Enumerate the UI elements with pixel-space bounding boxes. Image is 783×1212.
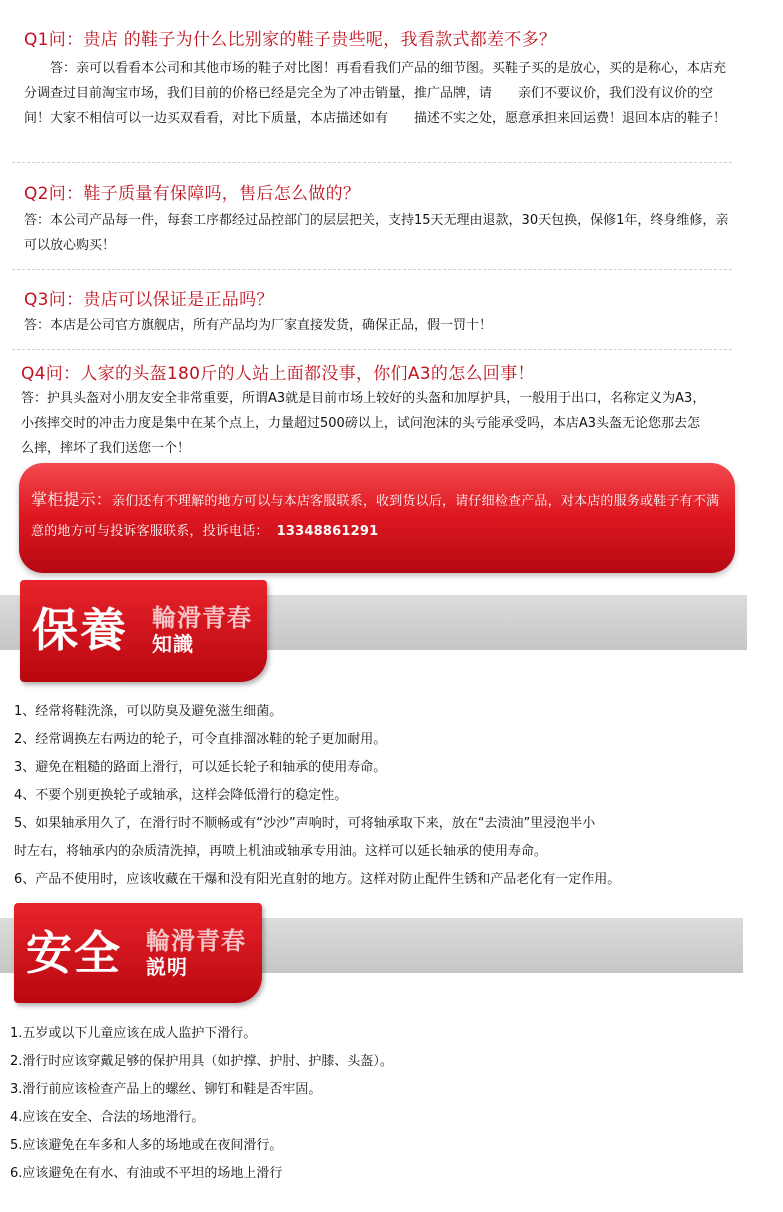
faq-answer-3: 答：本店是公司官方旗舰店，所有产品均为厂家直接发货，确保正品，假一罚十！ [24, 318, 493, 333]
list-item: 6、产品不使用时，应该收藏在干爆和没有阳光直射的地方。这样对防止配件生锈和产品老化有一定作用。 [14, 872, 621, 887]
list-item: 2、经常调换左右两边的轮子，可令直排溜冰鞋的轮子更加耐用。 [14, 732, 387, 747]
divider [12, 269, 732, 270]
faq-answer-4: 答：护具头盔对小朋友安全非常重要，所谓A3就是目前市场上较好的头盔和加厚护具，一般用于出口，名称定义为A3，小孩摔交时的冲击力度是集中在某个点上，力量超过500磅以上，试问泡沫的头亏能承受吗，本店A3头盔无论您那去怎么摔，摔坏了我们送您一个！ [21, 391, 706, 456]
safety-title-main: 安全 [26, 926, 122, 980]
list-item: 3、避免在粗糙的路面上滑行，可以延长轮子和轴承的使用寿命。 [14, 760, 387, 775]
faq-answer-2: 答：本公司产品每一件，每套工序都经过品控部门的层层把关，支持15天无理由退款，30天包换，保修1年，终身维修，亲可以放心购买！ [24, 213, 729, 253]
list-item: 5、如果轴承用久了，在滑行时不顺畅或有“沙沙”声响时，可将轴承取下来，放在“去渍油”里浸泡半小 [14, 816, 596, 831]
list-item: 2.滑行时应该穿戴足够的保护用具（如护撑、护肘、护膝、头盔）。 [10, 1054, 393, 1069]
shopkeeper-notice-banner [19, 463, 735, 573]
care-title-sub1: 輪滑青春 [152, 604, 252, 632]
safety-list [10, 1020, 750, 1188]
notice-label: 掌柜提示： [31, 490, 113, 509]
list-item: 5.应该避免在车多和人多的场地或在夜间滑行。 [10, 1138, 283, 1153]
faq-question-2: Q2问：鞋子质量有保障吗，售后怎么做的？ [24, 184, 361, 204]
list-item: 4.应该在安全、合法的场地滑行。 [10, 1110, 205, 1125]
list-item: 3.滑行前应该检查产品上的螺丝、铆钉和鞋是否牢固。 [10, 1082, 322, 1097]
notice-body: 亲们还有不理解的地方可以与本店客服联系，收到货以后，请仔细检查产品，对本店的服务或鞋子有不满意的地方可与投诉客服联系，投诉电话： [31, 494, 720, 539]
faq-answer-1: 答：亲可以看看本公司和其他市场的鞋子对比图！再看看我们产品的细节图。买鞋子买的是放心，买的是称心，本店充分调查过目前淘宝市场，我们目前的价格已经是完全为了冲击销量，推广品牌，请 亲们不要议价，我们没有议价的空间！大家不相信可以一边买双看看，对比下质量，本店描述如有 描述不实之处，愿意承担来回运费！退回本店的鞋子！ [24, 61, 727, 126]
list-item: 4、不要个别更换轮子或轴承，这样会降低滑行的稳定性。 [14, 788, 348, 803]
safety-title-sub1: 輪滑青春 [146, 927, 246, 955]
complaint-phone: 13348861291 [276, 524, 379, 539]
faq-question-3: Q3问：贵店可以保证是正品吗？ [24, 290, 274, 310]
care-list [14, 698, 754, 894]
list-item: 时左右，将轴承内的杂质清洗掉，再喷上机油或轴承专用油。这样可以延长轴承的使用寿命。 [14, 844, 548, 859]
faq-question-4: Q4问：人家的头盔180斤的人站上面都没事，你们A3的怎么回事！ [21, 364, 535, 384]
list-item: 6.应该避免在有水、有油或不平坦的场地上滑行 [10, 1166, 283, 1181]
faq-question-1: Q1问：贵店 的鞋子为什么比别家的鞋子贵些呢，我看款式都差不多？ [24, 30, 557, 50]
care-title-main: 保養 [32, 603, 128, 657]
list-item: 1、经常将鞋洗涤，可以防臭及避免滋生细菌。 [14, 704, 283, 719]
divider [12, 162, 732, 163]
notice-text-block [31, 485, 721, 547]
safety-header-badge [14, 903, 262, 1003]
safety-title-sub2: 説明 [146, 955, 188, 979]
divider [12, 349, 732, 350]
care-title-sub2: 知識 [152, 632, 194, 656]
care-header-badge [20, 580, 267, 682]
list-item: 1.五岁或以下儿童应该在成人监护下滑行。 [10, 1026, 257, 1041]
